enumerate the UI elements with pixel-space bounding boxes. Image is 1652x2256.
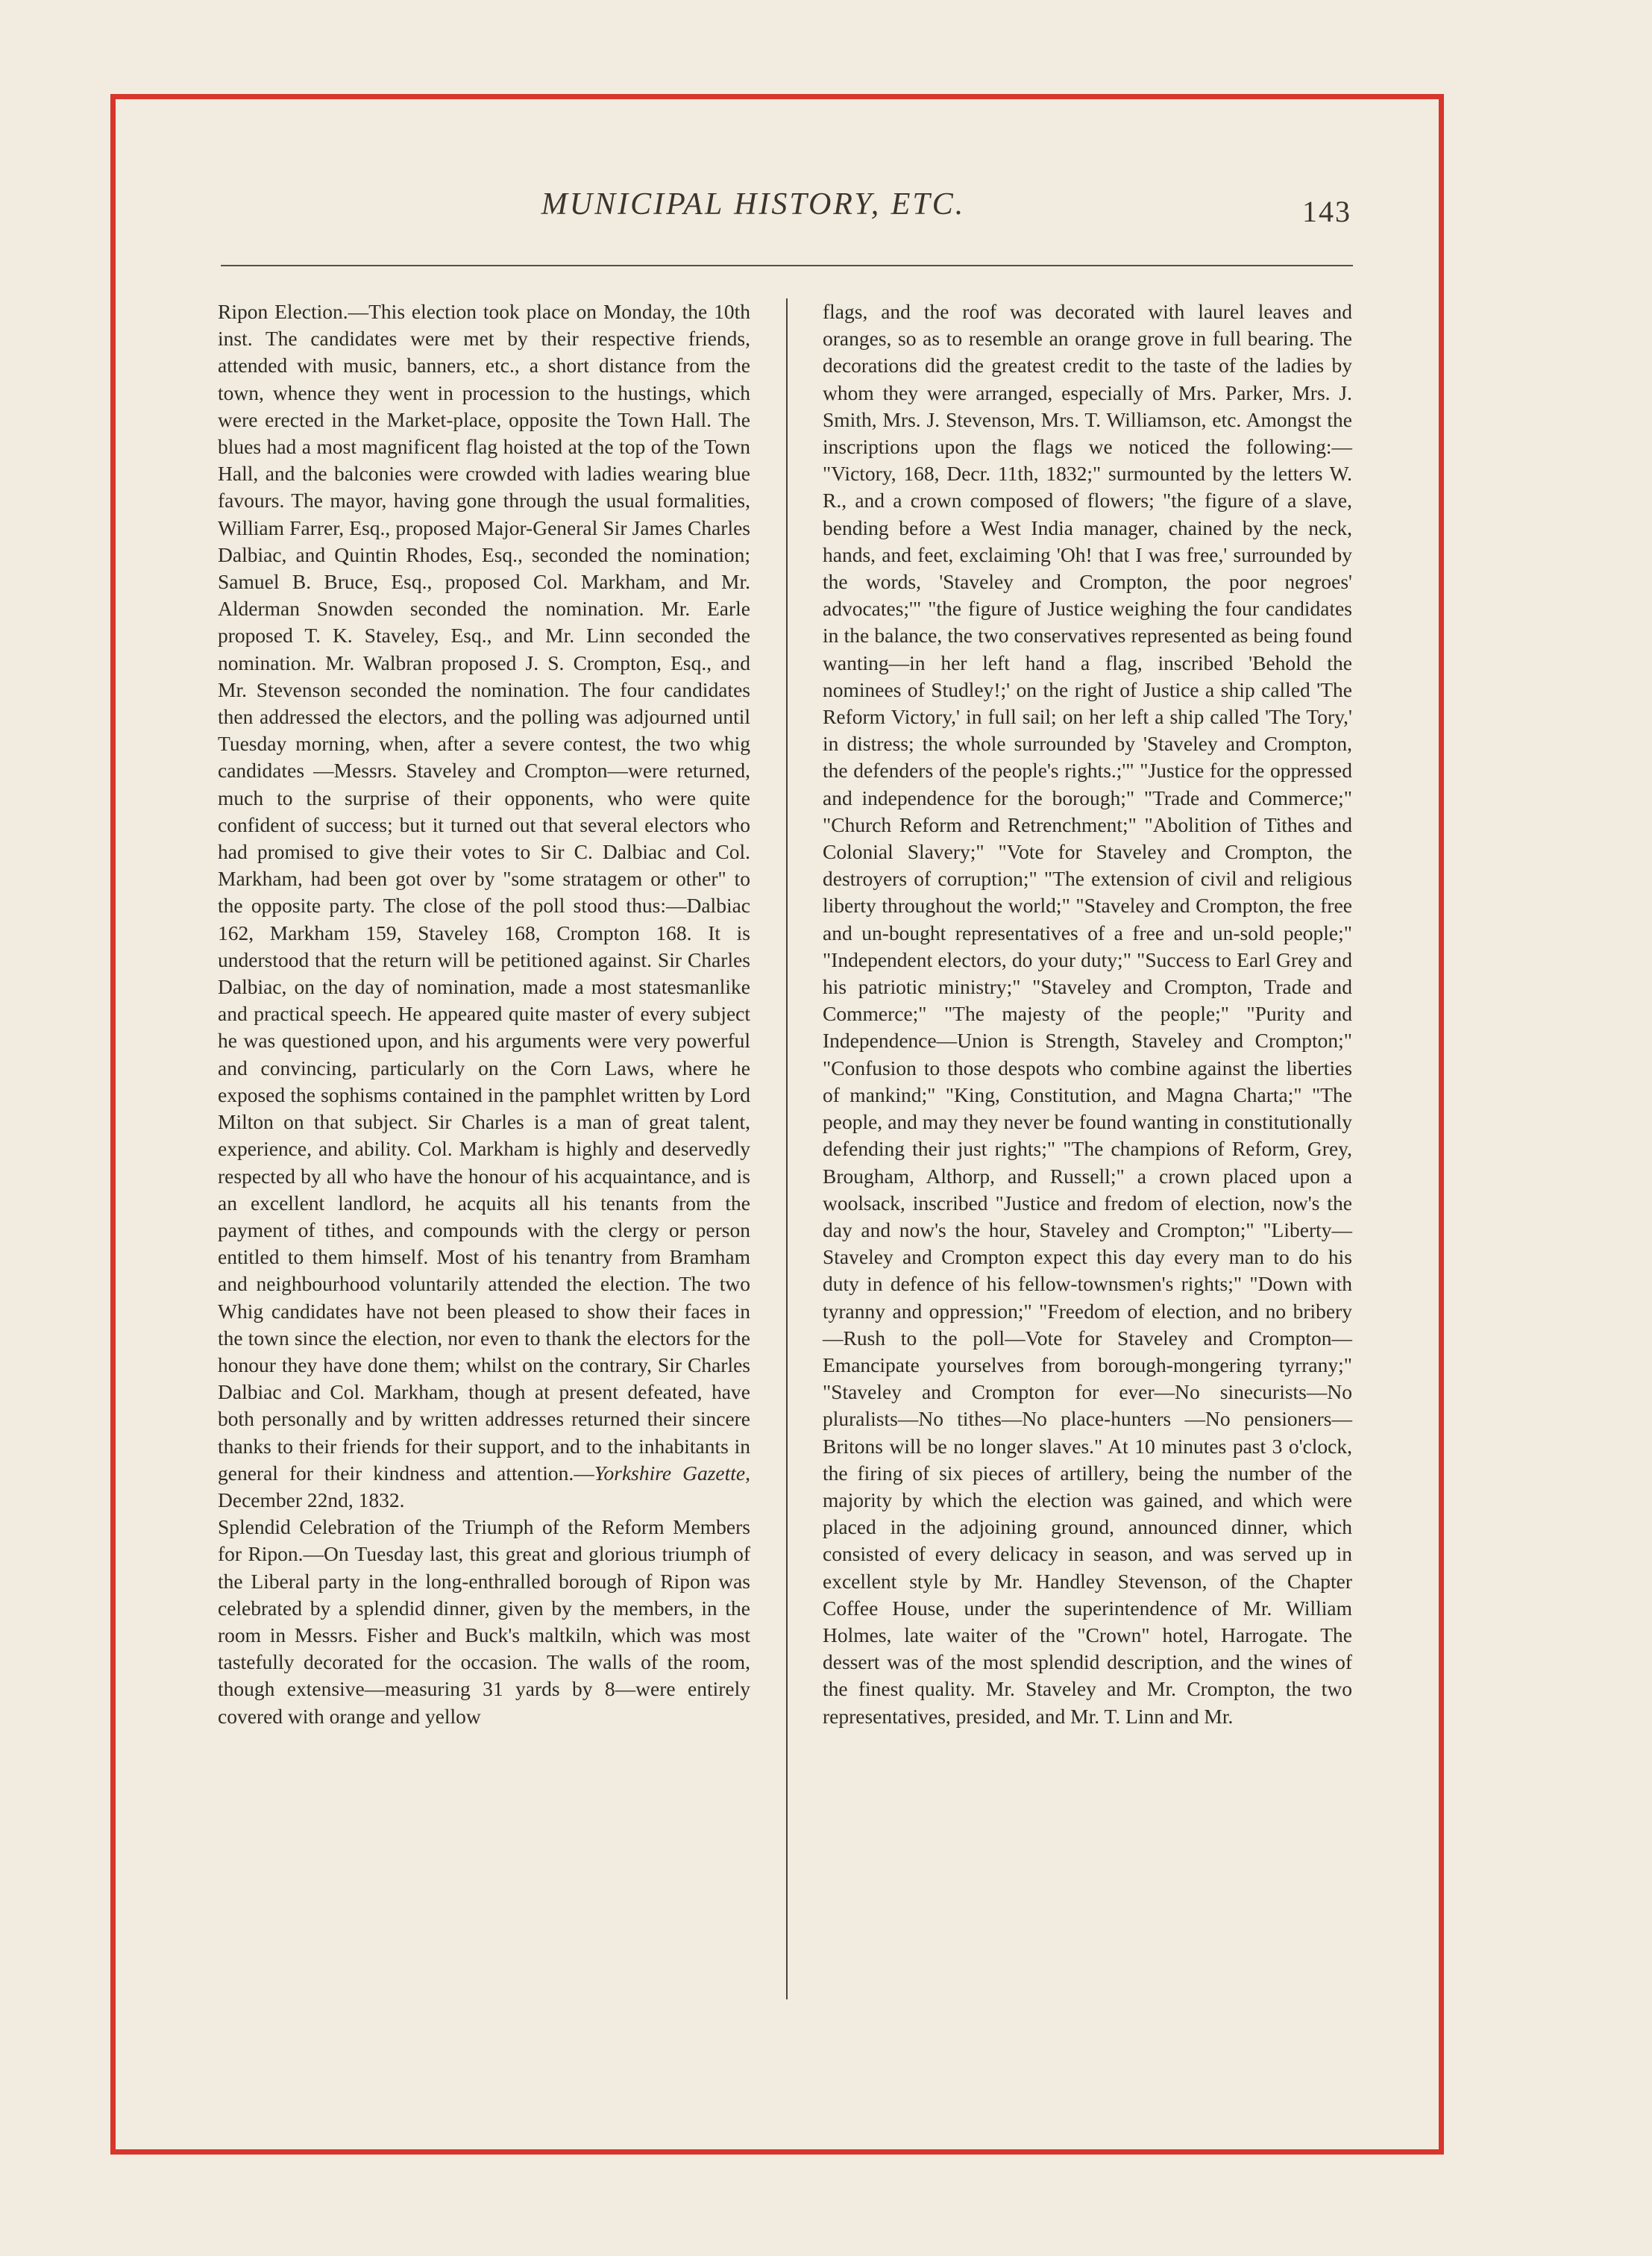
paragraph-celebration: Splendid Celebration of the Triumph of the Reform Members for Ripon.—On Tuesday last, this great and glorious triumph of the Liberal party in the long-enthralled borough of Ripon was celebrated by a splendid dinner, given by the members, in the room in Messrs. Fisher and Buck's maltkiln, which was most tastefully decorated for the occasion. The walls of the room, though extensive—measuring 31 yards by 8—were entirely covered with orange and yellow	[218, 1515, 750, 1728]
paragraph-text: Ripon Election.—This election took place on Monday, the 10th inst. The candidates were met by their respective friends, attended with music, banners, etc., a short distance from the town, whence they went in procession to the hustings, which were erected in the Market-place, opposite the Town Hall. The blues had a most magnificent flag hoisted at the top of the Town Hall, and the balconies were crowded with ladies wearing blue favours. The mayor, having gone through the usual formalities, William Farrer, Esq., proposed Major-General Sir James Charles Dalbiac, and Quintin Rhodes, Esq., seconded the nomination; Samuel B. Bruce, Esq., proposed Col. Markham, and Mr. Alderman Snowden seconded the nomination. Mr. Earle proposed T. K. Staveley, Esq., and Mr. Linn seconded the nomination. Mr. Walbran proposed J. S. Crompton, Esq., and Mr. Stevenson seconded the nomination. The four candidates then addressed the electors, and the polling was adjourned until Tuesday morning, when, after a severe contest, the two whig candidates —Messrs. Staveley and Crompton—were returned, much to the surprise of their opponents, who were quite confident of success; but it turned out that several electors who had promised to give their votes to Sir C. Dalbiac and Col. Markham, had been got over by "some stratagem or other" to the opposite party. The close of the poll stood thus:—Dalbiac 162, Markham 159, Staveley 168, Crompton 168. It is understood that the return will be petitioned against. Sir Charles Dalbiac, on the day of nomination, made a most statesmanlike and practical speech. He appeared quite master of every subject he was questioned upon, and his arguments were very powerful and convincing, particularly on the Corn Laws, where he exposed the sophisms contained in the pamphlet written by Lord Milton on that subject. Sir Charles is a man of great talent, experience, and ability. Col. Markham is highly and deservedly respected by all who have the honour of his acquaintance, and is an excellent landlord, he acquits all his tenants from the payment of tithes, and compounds with the clergy or person entitled to them himself. Most of his tenantry from Bramham and neighbourhood voluntarily attended the election. The two Whig candidates have not been pleased to show their faces in the town since the election, nor even to thank the electors for the honour they have done them; whilst on the contrary, Sir Charles Dalbiac and Col. Markham, though at present defeated, have both personally and by written addresses returned their sincere thanks to their friends for their support, and to the inhabitants in general for their kindness and attention.—	[218, 300, 750, 1485]
right-column	[823, 298, 1352, 1730]
page-number: 143	[1302, 195, 1351, 228]
header-rule	[221, 265, 1353, 266]
source-date: December 22nd, 1832.	[218, 1488, 405, 1511]
paragraph-celebration-continued: flags, and the roof was decorated with laurel leaves and oranges, so as to resemble an orange grove in full bearing. The decorations did the greatest credit to the taste of the ladies by whom they were arranged, especially of Mrs. Parker, Mrs. J. Smith, Mrs. J. Stevenson, Mrs. T. Williamson, etc. Amongst the inscriptions upon the flags we noticed the following:— "Victory, 168, Decr. 11th, 1832;" surmounted by the letters W. R., and a crown composed of flowers; "the figure of a slave, bending before a West India manager, chained by the neck, hands, and feet, exclaiming 'Oh! that I was free,' surrounded by the words, 'Staveley and Crompton, the poor negroes' advocates;'" "the figure of Justice weighing the four candidates in the balance, the two conservatives represented as being found wanting—in her left hand a flag, inscribed 'Behold the nominees of Studley!;' on the right of Justice a ship called 'The Reform Victory,' in full sail; on her left a ship called 'The Tory,' in distress; the whole surrounded by 'Staveley and Crompton, the defenders of the people's rights.;'" "Justice for the oppressed and independence for the borough;" "Trade and Commerce;" "Church Reform and Retrenchment;" "Abolition of Tithes and Colonial Slavery;" "Vote for Staveley and Crompton, the destroyers of corruption;" "The extension of civil and religious liberty throughout the world;" "Staveley and Crompton, the free and un-bought representatives of a free and un-sold people;" "Independent electors, do your duty;" "Success to Earl Grey and his patriotic ministry;" "Staveley and Crompton, Trade and Commerce;" "The majesty of the people;" "Purity and Independence—Union is Strength, Staveley and Crompton;" "Confusion to those despots who combine against the liberties of mankind;" "King, Constitution, and Magna Charta;" "The people, and may they never be found wanting in constitutionally defending their just rights;" "The champions of Reform, Grey, Brougham, Althorp, and Russell;" a crown placed upon a woolsack, inscribed "Justice and fredom of election, now's the day and now's the hour, Staveley and Crompton;" "Liberty—Staveley and Crompton expect this day every man to do his duty in defence of his fellow-townsmen's rights;" "Down with tyranny and oppression;" "Freedom of election, and no bribery—Rush to the poll—Vote for Staveley and Crompton—Emancipate yourselves from borough-mongering tyrrany;" "Staveley and Crompton for ever—No sinecurists—No pluralists—No tithes—No place-hunters —No pensioners—Britons will be no longer slaves." At 10 minutes past 3 o'clock, the firing of six pieces of artillery, being the number of the majority by which the election was gained, and which were placed in the adjoining ground, announced dinner, which consisted of every delicacy in season, and was served up in excellent style by Mr. Handley Stevenson, of the Chapter Coffee House, under the superintendence of Mr. William Holmes, late waiter of the "Crown" hotel, Harrogate. The dessert was of the most splendid description, and the wines of the finest quality. Mr. Staveley and Mr. Crompton, the two representatives, presided, and Mr. T. Linn and Mr.	[823, 300, 1352, 1728]
left-column	[218, 298, 750, 1730]
source-citation: Yorkshire Gazette,	[594, 1461, 750, 1485]
column-divider	[786, 298, 788, 1999]
running-head: MUNICIPAL HISTORY, ETC.	[541, 187, 966, 222]
paragraph-ripon-election	[218, 298, 750, 1514]
